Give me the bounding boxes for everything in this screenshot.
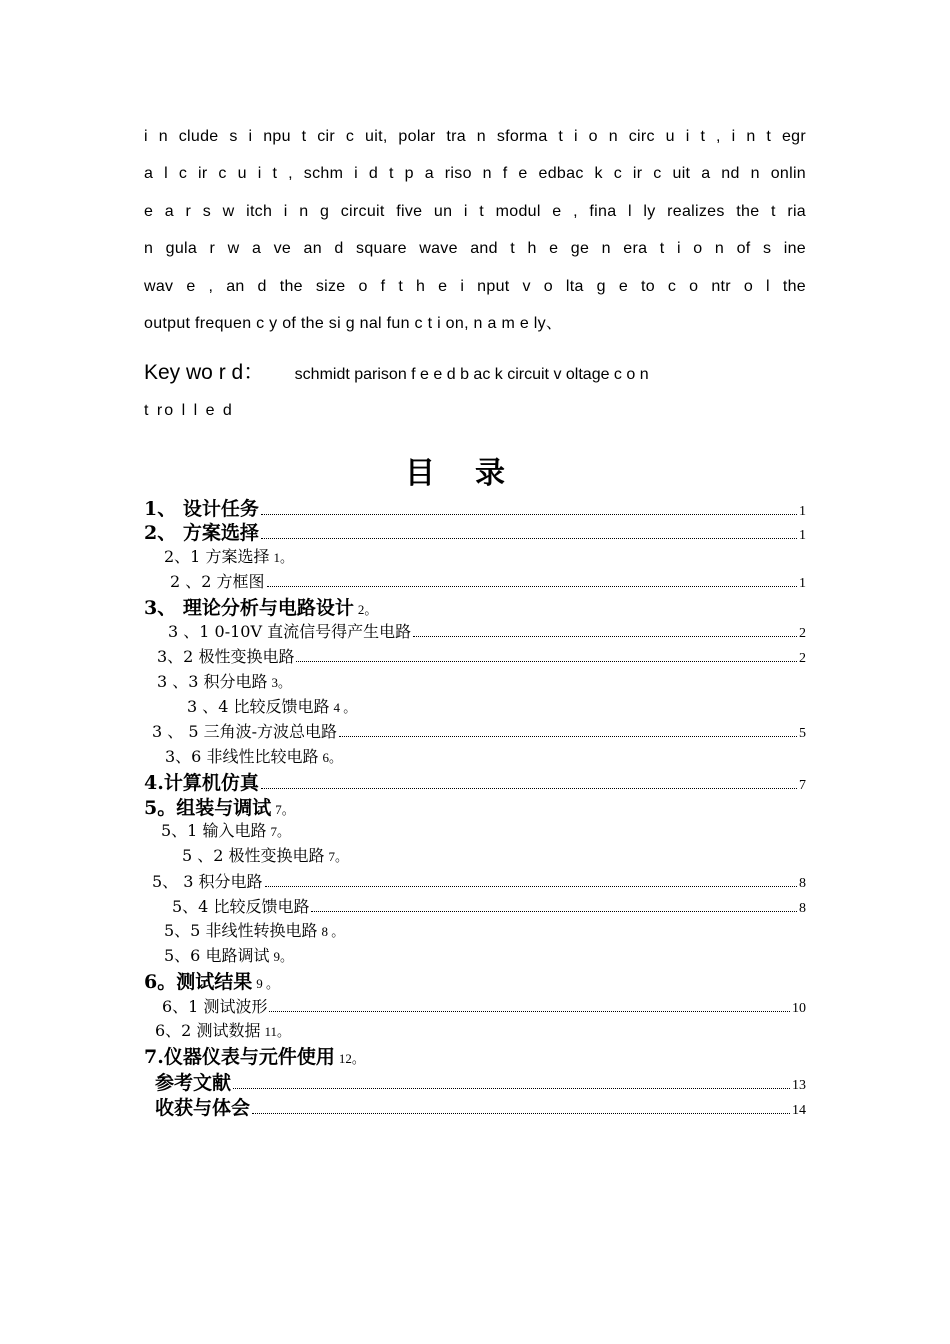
toc-entry[interactable] [155,1018,290,1041]
toc-entry-label: 5 、2 极性变换电路 [182,846,325,865]
toc-entry-label: 5。组装与调试 [144,797,272,819]
toc-entry-label: 3、2 极性变换电路 [157,647,295,666]
toc-entry-label: 3 、 5 三角波-方波总电路 [152,722,338,741]
toc-entry-page: 7。 [275,802,295,817]
abstract-line: output frequen c y of the si g nal fun c t i on, n a m e ly、 [144,314,563,332]
toc-leader [269,1010,790,1012]
toc-entry-page: 2。 [357,602,378,617]
toc-entry-label: 5、 3 积分电路 [152,872,263,891]
toc-entry-page: 2 [799,651,806,666]
toc-entry-page: 6。 [322,750,342,765]
toc-entry-label: 6、1 测试波形 [162,997,268,1016]
toc-entry-page: 3。 [271,675,292,690]
toc-entry-label: 5、1 输入电路 [161,821,267,840]
toc-entry[interactable] [144,793,295,820]
toc-entry[interactable] [168,619,806,642]
toc-leader [265,885,797,887]
toc-entry[interactable] [164,544,293,567]
toc-entry[interactable] [161,818,290,841]
toc-entry-label: 5、6 电路调试 [164,946,270,965]
toc-entry-label: 收获与体会 [155,1097,251,1119]
toc-leader [252,1112,790,1114]
toc-entry-page: 1 [799,576,806,591]
toc-entry-label: 3 、1 0-10V 直流信号得产生电路 [168,622,412,641]
toc-entry-label: 1、 设计任务 [144,498,259,520]
toc-entry-page: 8 [799,876,806,891]
toc-entry-page: 5 [799,726,806,741]
keywords-text: schmidt parison f e e d b ac k circuit v oltage c o n [294,366,649,383]
abstract-line: e a r s w itch i n g circuit five un i t modul e , fina l ly realizes the t ria [144,202,806,220]
toc-entry[interactable] [164,918,344,941]
toc-leader [233,1087,790,1089]
keywords-text-continued: t ro l l e d [144,402,234,419]
toc-entry-page: 14 [792,1103,806,1118]
keywords-line [144,353,806,393]
toc-leader [296,660,797,662]
toc-entry-label: 3、6 非线性比较电路 [165,747,319,766]
toc-entry-page: 7。 [328,849,349,864]
toc-entry-page: 13 [792,1078,806,1093]
toc-entry-page: 11。 [264,1024,290,1039]
toc-entry-label: 5、4 比较反馈电路 [172,897,310,916]
toc-leader [413,635,797,637]
toc-entry[interactable] [164,943,293,966]
toc-entry[interactable] [144,768,806,795]
toc-leader [311,910,797,912]
toc-leader [339,735,797,737]
toc-entry[interactable] [144,494,806,521]
toc-entry-label: 6、2 测试数据 [155,1021,261,1040]
toc-entry-page: 1 [799,528,806,543]
toc-entry[interactable] [144,967,279,994]
toc-entry[interactable] [162,994,806,1017]
toc-entry[interactable] [172,894,806,917]
toc-entry[interactable] [152,869,806,892]
toc-entry-page: 8 。 [321,924,345,939]
abstract-paragraph [144,118,806,342]
toc-leader [261,537,797,539]
toc-entry-page: 8 [799,901,806,916]
toc-entry-page: 1。 [273,550,293,565]
toc-entry-label: 6。测试结果 [144,971,253,993]
toc-entry[interactable] [187,694,356,717]
toc-entry[interactable] [144,1042,365,1069]
toc-entry[interactable] [144,593,377,620]
keywords [144,353,806,429]
toc-entry-page: 1 [799,504,806,519]
toc-entry-page: 4 。 [333,700,357,715]
toc-entry-label: 7.仪器仪表与元件使用 [144,1046,335,1068]
toc-entry[interactable] [170,569,806,592]
abstract-line: wav e , an d the size o f t h e i nput v o lta g e to c o ntr o l the [144,277,806,295]
toc-entry[interactable] [144,518,806,545]
abstract-line: a l c ir c u i t , schm i d t p a riso n f e edbac k c ir c uit a nd n onlin [144,165,806,183]
toc-entry-label: 4.计算机仿真 [144,772,259,794]
toc-entry-page: 2 [799,626,806,641]
toc-entry-page: 9 。 [256,976,279,991]
toc-entry[interactable] [182,843,348,866]
abstract-line: n gula r w a ve an d square wave and t h e ge n era t i o n of s ine [144,240,806,258]
toc-entry-label: 3 、3 积分电路 [157,672,268,691]
toc-entry[interactable] [165,744,342,767]
toc-entry-label: 3、 理论分析与电路设计 [144,597,354,619]
abstract-line: i n clude s i npu t cir c uit, polar tra n sforma t i o n circ u i t , i n t egr [144,128,806,145]
toc-entry[interactable] [155,1068,806,1095]
toc-entry-label: 参考文献 [155,1072,232,1094]
toc-entry[interactable] [152,719,806,742]
toc-entry[interactable] [157,644,806,667]
keywords-label: Key wo r d： [144,361,265,384]
toc-entry-label: 5、5 非线性转换电路 [164,921,318,940]
toc-entry-page: 7 [799,778,806,793]
toc-entry-label: 3 、4 比较反馈电路 [187,697,330,716]
toc-leader [261,787,797,789]
toc-entry-page: 12。 [338,1051,365,1066]
toc-entry-label: 2、 方案选择 [144,522,259,544]
toc-leader [267,585,797,587]
toc-entry-label: 2 、2 方框图 [170,572,265,591]
toc-title: 目录 [405,456,545,491]
toc-entry[interactable] [155,1093,806,1120]
toc-entry-page: 10 [792,1001,806,1016]
toc-entry-page: 9。 [273,949,293,964]
toc-leader [261,513,797,515]
toc-entry-label: 2、1 方案选择 [164,547,270,566]
toc-entry-page: 7。 [270,824,290,839]
toc-entry[interactable] [157,669,291,692]
